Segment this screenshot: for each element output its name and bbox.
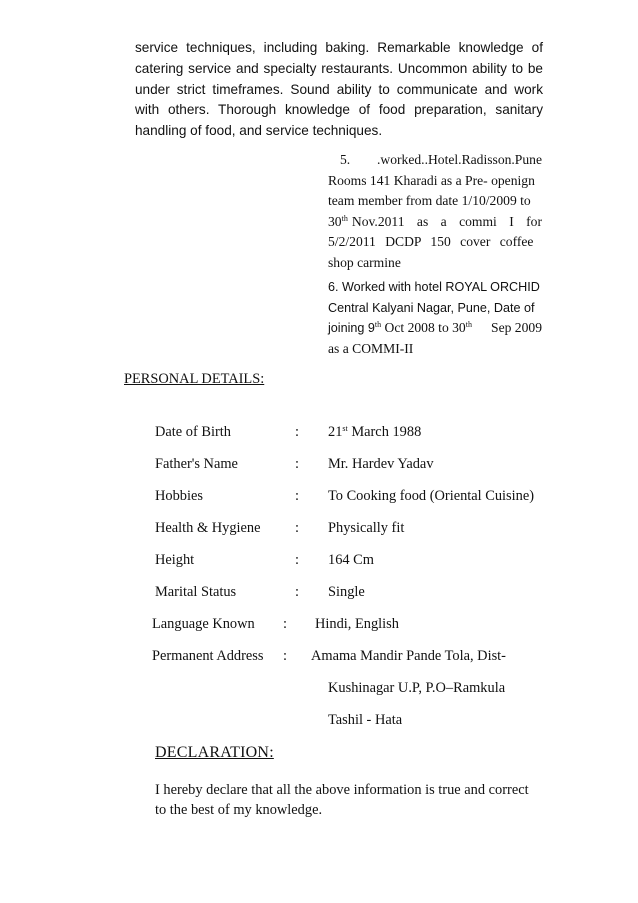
experience-item-6-dates: joining 9th Oct 2008 to 30th Sep 2009 xyxy=(328,320,542,335)
experience-item-5-line: shop carmine xyxy=(328,254,401,270)
experience-item-6-line: Central Kalyani Nagar, Pune, Date of xyxy=(328,300,535,315)
marital-status-value: Single xyxy=(328,584,365,600)
language-label: Language Known xyxy=(152,616,255,632)
dob-separator: : xyxy=(295,424,299,440)
experience-item-5-date-day: 30 xyxy=(328,213,342,229)
height-label: Height xyxy=(155,552,195,568)
hobbies-separator: : xyxy=(295,488,299,504)
dob-value: 21st March 1988 xyxy=(328,424,422,440)
experience-item-5-hotel: .worked..Hotel.Radisson.Pune xyxy=(377,152,542,167)
address-label: Permanent Address xyxy=(152,648,264,664)
experience-item-5-number: 5. xyxy=(340,152,351,167)
address-line: Kushinagar U.P, P.O–Ramkula xyxy=(328,680,506,696)
declaration-heading: DECLARATION: xyxy=(155,744,274,761)
language-separator: : xyxy=(283,616,287,632)
experience-item-5-date-rest: Nov.2011 as a commi I for xyxy=(351,213,542,229)
height-separator: : xyxy=(295,552,299,568)
fathers-name-separator: : xyxy=(295,456,299,472)
address-separator: : xyxy=(283,648,287,664)
experience-item-6 xyxy=(328,277,542,359)
experience-item-5 xyxy=(328,150,542,273)
fathers-name-label: Father's Name xyxy=(155,456,238,472)
address-line: Amama Mandir Pande Tola, Dist- xyxy=(311,648,506,664)
health-value: Physically fit xyxy=(328,520,405,536)
declaration-text: I hereby declare that all the above information is true and correct to the best of my knowledge. xyxy=(155,782,529,818)
personal-details-heading: PERSONAL DETAILS: xyxy=(124,371,265,387)
experience-item-6-line: 6. Worked with hotel ROYAL ORCHID xyxy=(328,280,540,294)
hobbies-value: To Cooking food (Oriental Cuisine) xyxy=(328,488,535,504)
fathers-name-value: Mr. Hardev Yadav xyxy=(328,456,434,472)
experience-item-5-header xyxy=(328,150,542,171)
experience-item-5-line: 5/2/2011 DCDP 150 cover coffee xyxy=(328,234,534,249)
address-line: Tashil - Hata xyxy=(328,712,403,728)
experience-item-5-line: team member from date 1/10/2009 to xyxy=(328,193,531,208)
experience-item-5-date-sup: th xyxy=(341,213,348,223)
marital-status-label: Marital Status xyxy=(155,584,237,600)
experience-item-5-line: Rooms 141 Kharadi as a Pre- openign xyxy=(328,172,535,188)
experience-item-6-line: as a COMMI-II xyxy=(328,340,414,356)
intro-paragraph: service techniques, including baking. Remarkable knowledge of catering service and specialty restaurants. Uncommon ability to be under strict timeframes. Sound ability to communicate and work with others. Thorough knowledge of food preparation, sanitary handling of food, and service techniques. xyxy=(135,40,543,139)
health-label: Health & Hygiene xyxy=(155,520,261,536)
language-value: Hindi, English xyxy=(315,616,399,632)
hobbies-label: Hobbies xyxy=(155,488,203,504)
health-separator: : xyxy=(295,520,299,536)
dob-label: Date of Birth xyxy=(155,424,231,440)
experience-item-5-dates xyxy=(328,212,542,233)
height-value: 164 Cm xyxy=(328,552,374,568)
marital-status-separator: : xyxy=(295,584,299,600)
